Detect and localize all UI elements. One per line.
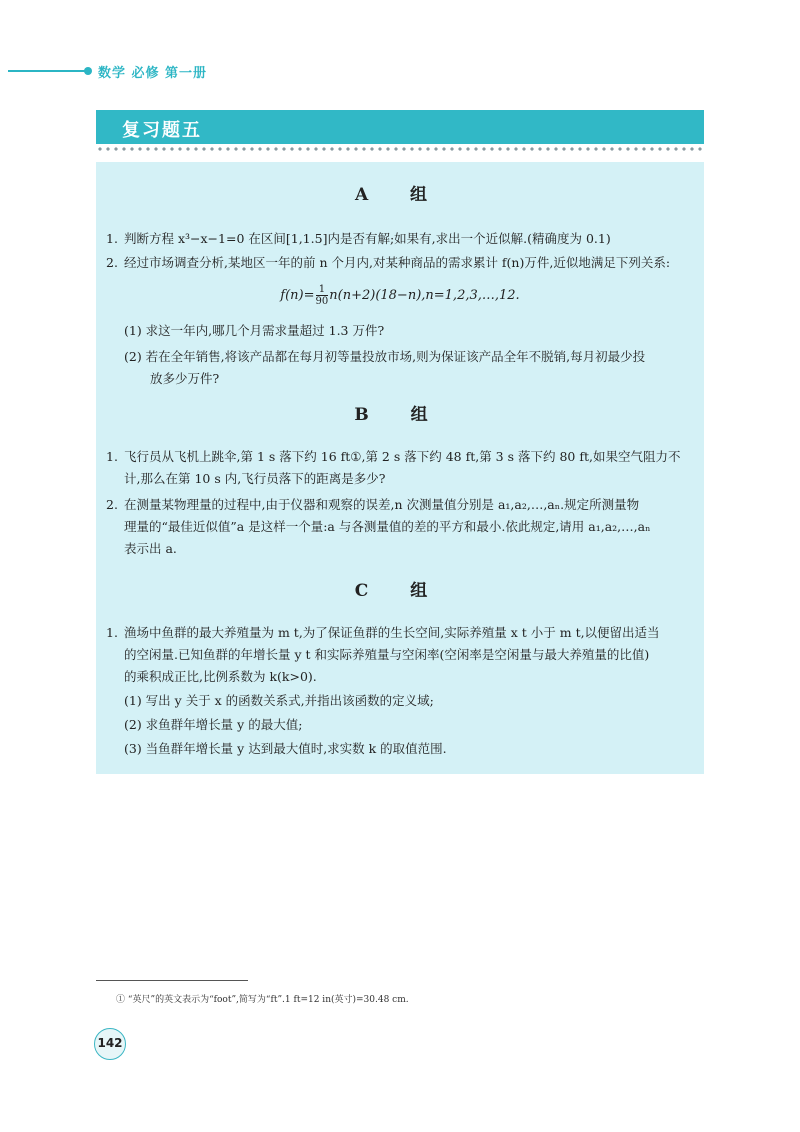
section-title-band (96, 110, 704, 144)
group-a-sub2-line1: (2) 若在全年销售,将该产品都在每月初等量投放市场,则为保证该产品全年不脱销,每月初最少投 (124, 349, 646, 364)
group-b-q2-line2: 理量的“最佳近似值”a 是这样一个量:a 与各测量值的差的平方和最小.依此规定,请用 a₁,a₂,…,aₙ (124, 519, 651, 534)
group-b-q1-line2: 计,那么在第 10 s 内,飞行员落下的距离是多少? (124, 471, 386, 486)
question-number: 1. (106, 625, 118, 640)
group-a-sub2-line2: 放多少万件? (150, 371, 220, 386)
page-number: 142 (97, 1036, 123, 1050)
question-number: 2. (106, 255, 118, 270)
group-a-sub1: (1) 求这一年内,哪几个月需求量超过 1.3 万件? (124, 323, 385, 338)
group-a-title: A 组 (354, 185, 446, 205)
group-c-q1-line2: 的空闲量.已知鱼群的年增长量 y t 和实际养殖量与空闲率(空闲率是空闲量与最大养殖量的比值) (124, 647, 650, 662)
group-a-q2 (106, 252, 696, 274)
question-text: 渔场中鱼群的最大养殖量为 m t,为了保证鱼群的生长空间,实际养殖量 x t 小于 m t,以便留出适当 (124, 625, 660, 640)
question-number: 2. (106, 497, 118, 512)
question-text: 飞行员从飞机上跳伞,第 1 s 落下约 16 ft①,第 2 s 落下约 48 ft,第 3 s 落下约 80 ft,如果空气阻力不 (124, 449, 681, 464)
footnote: ① “英尺”的英文表示为“foot”,简写为“ft”.1 ft=12 in(英寸)=30.48 cm. (116, 995, 409, 1005)
exercise-panel (96, 162, 704, 774)
question-number: 1. (106, 449, 118, 464)
header-dot (84, 67, 92, 75)
formula-fraction (316, 284, 329, 307)
group-c-q1-line3: 的乘积成正比,比例系数为 k(k>0). (124, 669, 317, 684)
group-a-formula (96, 284, 704, 307)
question-text: 在测量某物理量的过程中,由于仪器和观察的误差,n 次测量值分别是 a₁,a₂,…,aₙ.规定所测量物 (124, 497, 640, 512)
formula-right: n(n+2)(18−n),n=1,2,3,…,12. (329, 288, 520, 303)
header-line (8, 70, 88, 72)
group-c-sub2: (2) 求鱼群年增长量 y 的最大值; (124, 717, 303, 732)
question-text: 判断方程 x³−x−1=0 在区间[1,1.5]内是否有解;如果有,求出一个近似解.(精确度为 0.1) (124, 231, 611, 246)
group-b-q1-line1 (106, 446, 696, 468)
section-title: 复习题五 (122, 120, 202, 141)
group-b-q2-line3: 表示出 a. (124, 541, 177, 556)
footnote-rule (96, 980, 248, 981)
fraction-numerator: 1 (316, 284, 329, 296)
group-c-sub1: (1) 写出 y 关于 x 的函数关系式,并指出该函数的定义域; (124, 693, 434, 708)
header-book-title: 数学 必修 第一册 (98, 66, 208, 81)
group-a-q1 (106, 228, 696, 250)
page-number-badge (94, 1028, 126, 1060)
dotted-divider (96, 146, 704, 152)
question-number: 1. (106, 231, 118, 246)
question-text: 经过市场调查分析,某地区一年的前 n 个月内,对某种商品的需求累计 f(n)万件,近似地满足下列关系: (124, 255, 671, 270)
fraction-denominator: 90 (315, 296, 329, 307)
group-b-q2-line1 (106, 494, 696, 516)
group-c-sub3: (3) 当鱼群年增长量 y 达到最大值时,求实数 k 的取值范围. (124, 741, 447, 756)
group-c-title: C 组 (354, 581, 446, 601)
formula-left: f(n)= (280, 288, 315, 303)
group-b-title: B 组 (354, 405, 446, 425)
group-c-q1-line1 (106, 622, 696, 644)
